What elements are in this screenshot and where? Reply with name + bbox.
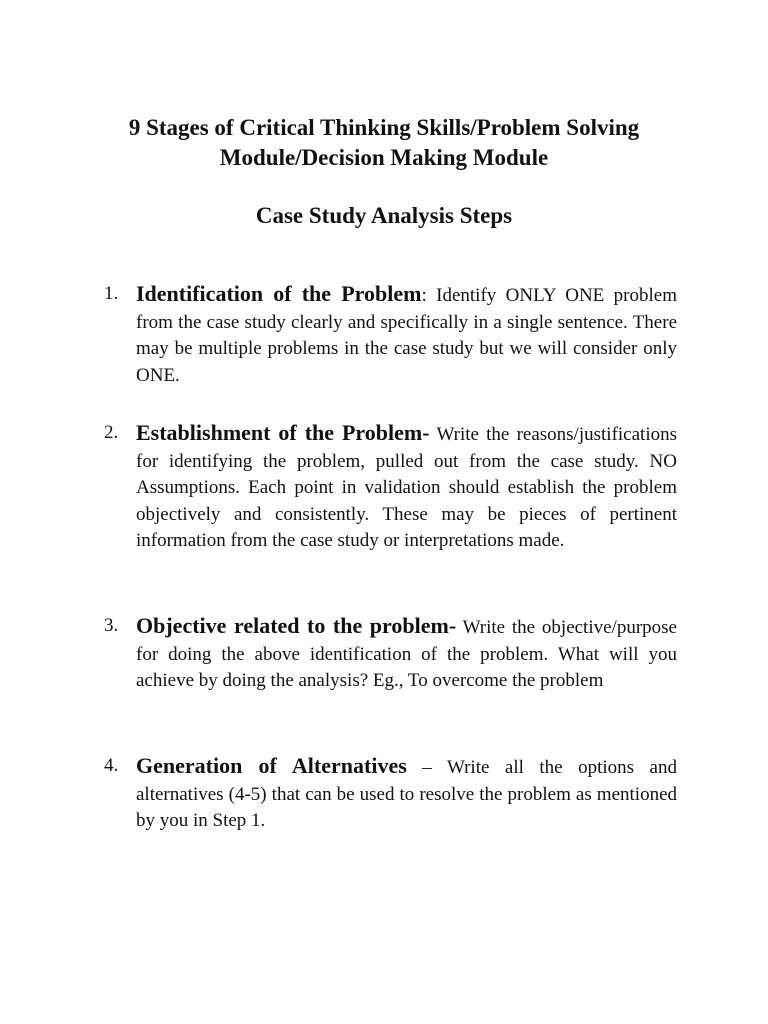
document-title bbox=[0, 113, 768, 173]
step-number: 4. bbox=[104, 755, 119, 776]
step-body bbox=[136, 420, 677, 555]
step-heading: Generation of Alternatives bbox=[136, 753, 407, 778]
step-separator: : bbox=[421, 285, 437, 306]
step-body bbox=[136, 613, 677, 695]
step-heading: Establishment of the Problem- bbox=[136, 420, 430, 445]
step-number: 3. bbox=[104, 615, 119, 636]
step-heading: Objective related to the problem- bbox=[136, 613, 457, 638]
step-number: 2. bbox=[104, 422, 119, 443]
step-heading: Identification of the Problem bbox=[136, 281, 422, 306]
step-text: Write the reasons/justifications for identifying the problem, pulled out from the case study. NO Assumptions. Each point in validation should establish the problem objectively and consistently. These may be pieces of pertinent information from the case study or interpretations made. bbox=[136, 424, 677, 551]
step-body bbox=[136, 281, 677, 389]
step-text: Write the objective/purpose for doing the above identification of the problem. What will you achieve by doing the analysis? Eg., To overcome the problem bbox=[136, 617, 677, 691]
step-separator: – bbox=[406, 757, 447, 778]
title-line-2: Module/Decision Making Module bbox=[219, 145, 549, 170]
document-subtitle: Case Study Analysis Steps bbox=[255, 203, 513, 228]
step-text: Identify ONLY ONE problem from the case study clearly and specifically in a single sentence. There may be multiple problems in the case study but we will consider only ONE. bbox=[136, 285, 677, 386]
step-body bbox=[136, 753, 677, 835]
step-text: Write all the options and alternatives (4-5) that can be used to resolve the problem as mentioned by you in Step 1. bbox=[136, 757, 677, 831]
title-line-1: 9 Stages of Critical Thinking Skills/Problem Solving bbox=[128, 115, 640, 140]
step-number: 1. bbox=[104, 283, 119, 304]
